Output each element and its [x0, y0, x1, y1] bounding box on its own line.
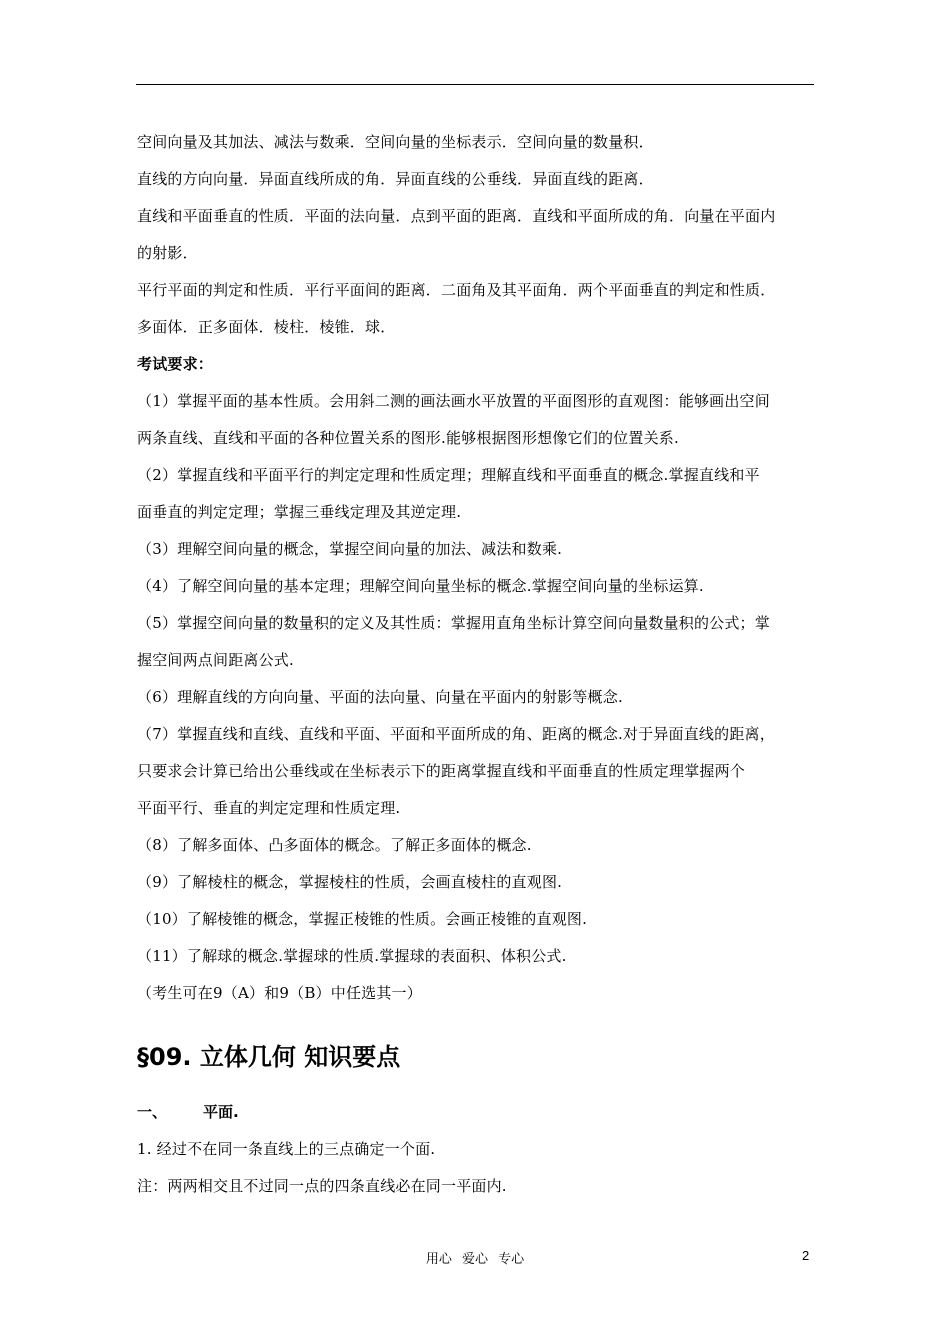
requirement-line: （4）了解空间向量的基本定理；理解空间向量坐标的概念.掌握空间向量的坐标运算. — [137, 577, 704, 595]
requirements-heading: 考试要求： — [137, 355, 214, 373]
document-body — [137, 124, 817, 1205]
body-line: 注：两两相交且不过同一点的四条直线必在同一平面内. — [137, 1177, 507, 1195]
text-line: 的射影． — [137, 244, 198, 262]
text-line: 空间向量及其加法、减法与数乘．空间向量的坐标表示．空间向量的数量积． — [137, 133, 654, 151]
requirement-line: 两条直线、直线和平面的各种位置关系的图形.能够根据图形想像它们的位置关系. — [137, 429, 679, 447]
body-line: 1. 经过不在同一条直线上的三点确定一个面. — [137, 1140, 436, 1158]
footer-text: 用心 爱心 专心 — [425, 1252, 525, 1267]
requirement-line: （10）了解棱锥的概念，掌握正棱锥的性质。会画正棱锥的直观图. — [137, 910, 588, 928]
requirement-line: （11）了解球的概念.掌握球的性质.掌握球的表面积、体积公式. — [137, 947, 567, 965]
requirement-line: （考生可在9（A）和9（B）中任选其一） — [137, 984, 422, 1002]
subsection-number: 一、 — [137, 1103, 168, 1121]
header-rule — [136, 84, 814, 85]
requirement-line: 只要求会计算已给出公垂线或在坐标表示下的距离掌握直线和平面垂直的性质定理掌握两个 — [137, 762, 746, 780]
text-line: 平行平面的判定和性质．平行平面间的距离．二面角及其平面角．两个平面垂直的判定和性质． — [137, 281, 776, 299]
subsection-title: 平面. — [203, 1103, 239, 1121]
requirement-line: 平面平行、垂直的判定定理和性质定理. — [137, 799, 401, 817]
requirement-line: （3）理解空间向量的概念，掌握空间向量的加法、减法和数乘. — [137, 540, 563, 558]
section-title: §09. 立体几何 知识要点 — [137, 1043, 401, 1071]
requirement-line: （8）了解多面体、凸多面体的概念。了解正多面体的概念. — [137, 836, 532, 854]
requirement-line: （1）掌握平面的基本性质。会用斜二测的画法画水平放置的平面图形的直观图：能够画出空间 — [137, 392, 770, 410]
subsection-heading — [137, 1094, 817, 1131]
text-line: 多面体．正多面体．棱柱．棱锥．球． — [137, 318, 396, 336]
text-line: 直线的方向向量．异面直线所成的角．异面直线的公垂线．异面直线的距离． — [137, 170, 654, 188]
page-number: 2 — [802, 1248, 810, 1263]
requirement-line: （9）了解棱柱的概念，掌握棱柱的性质，会画直棱柱的直观图. — [137, 873, 563, 891]
requirement-line: 握空间两点间距离公式. — [137, 651, 294, 669]
requirement-line: （7）掌握直线和直线、直线和平面、平面和平面所成的角、距离的概念.对于异面直线的距离， — [137, 725, 775, 743]
requirement-line: （5）掌握空间向量的数量积的定义及其性质：掌握用直角坐标计算空间向量数量积的公式；掌 — [137, 614, 770, 632]
text-line: 直线和平面垂直的性质．平面的法向量．点到平面的距离．直线和平面所成的角．向量在平面内 — [137, 207, 776, 225]
requirement-line: （6）理解直线的方向向量、平面的法向量、向量在平面内的射影等概念. — [137, 688, 623, 706]
requirement-line: 面垂直的判定定理；掌握三垂线定理及其逆定理. — [137, 503, 462, 521]
requirement-line: （2）掌握直线和平面平行的判定定理和性质定理；理解直线和平面垂直的概念.掌握直线和平 — [137, 466, 760, 484]
